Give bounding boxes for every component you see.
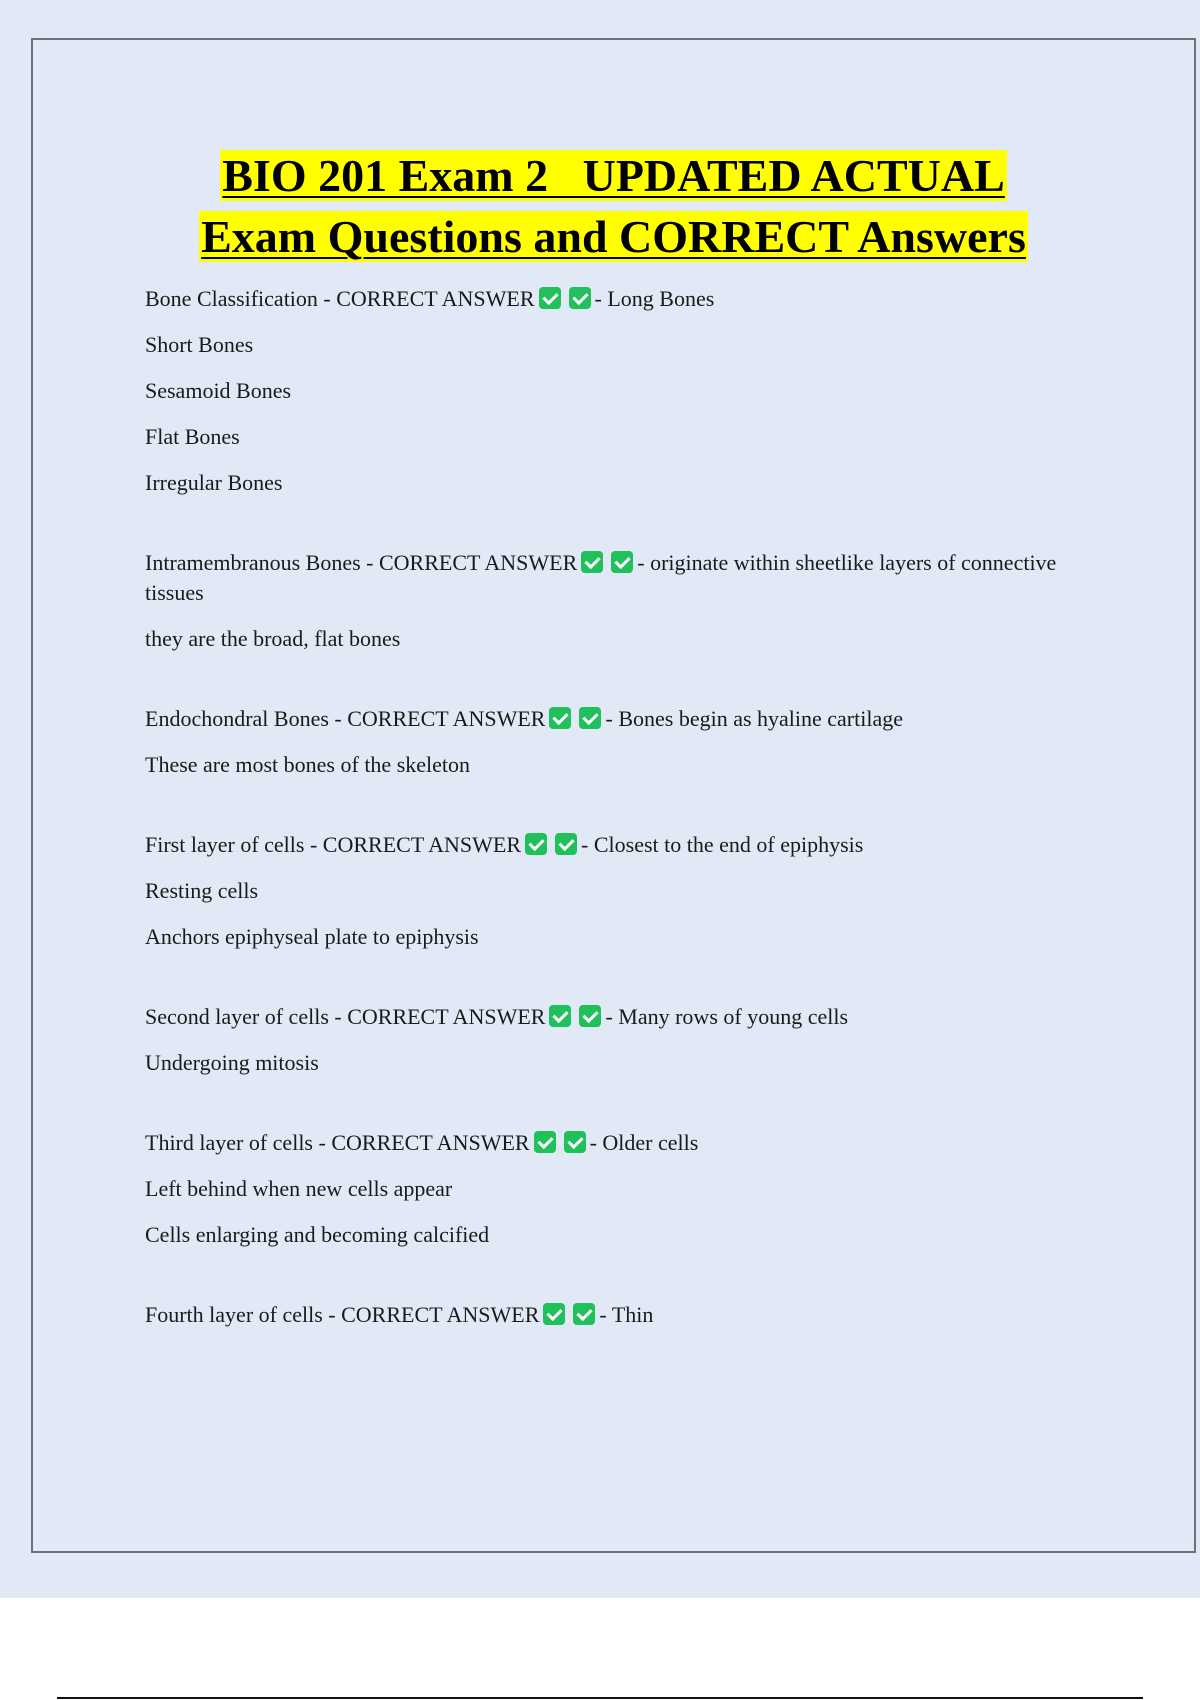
check-mark-icon: [569, 287, 591, 309]
answer-detail-line: Anchors epiphyseal plate to epiphysis: [145, 924, 479, 949]
qa-question-line: Endochondral Bones - CORRECT ANSWER - Bones begin as hyaline cartilage: [145, 706, 903, 731]
question-term: Bone Classification: [145, 286, 318, 311]
qa-question-line: Third layer of cells - CORRECT ANSWER - Older cells: [145, 1130, 699, 1155]
qa-question-line: Second layer of cells - CORRECT ANSWER - Many rows of young cells: [145, 1004, 849, 1029]
check-mark-icon: [539, 287, 561, 309]
answer-text: Many rows of young cells: [618, 1004, 849, 1029]
correct-answer-label: CORRECT ANSWER: [379, 550, 578, 575]
qa-entry: [145, 548, 1085, 654]
check-mark-icon: [581, 551, 603, 573]
check-mark-icon: [555, 833, 577, 855]
qa-entry: [145, 1128, 1085, 1250]
answer-detail-line: These are most bones of the skeleton: [145, 752, 471, 777]
check-mark-icon: [549, 707, 571, 729]
question-term: Third layer of cells: [145, 1130, 313, 1155]
qa-question-line: Fourth layer of cells - CORRECT ANSWER - Thin: [145, 1302, 654, 1327]
answer-text: Thin: [611, 1302, 654, 1327]
qa-question-line: First layer of cells - CORRECT ANSWER - Closest to the end of epiphysis: [145, 832, 864, 857]
answer-text: Bones begin as hyaline cartilage: [618, 706, 903, 731]
check-mark-icon: [564, 1131, 586, 1153]
title-line-1: BIO 201 Exam 2 UPDATED ACTUAL: [222, 150, 1005, 201]
footer-divider: [57, 1697, 1143, 1699]
correct-answer-label: CORRECT ANSWER: [347, 1004, 546, 1029]
correct-answer-label: CORRECT ANSWER: [331, 1130, 530, 1155]
question-term: Second layer of cells: [145, 1004, 329, 1029]
answer-detail-line: Irregular Bones: [145, 470, 283, 495]
answer-detail-line: Left behind when new cells appear: [145, 1176, 453, 1201]
answer-text: Long Bones: [607, 286, 715, 311]
question-term: Fourth layer of cells: [145, 1302, 323, 1327]
qa-question-line: Intramembranous Bones - CORRECT ANSWER - originate within sheetlike layers of connective tissues: [145, 550, 1057, 605]
answer-text: Closest to the end of epiphysis: [593, 832, 864, 857]
answer-detail-line: Cells enlarging and becoming calcified: [145, 1222, 490, 1247]
answer-text: Older cells: [602, 1130, 699, 1155]
check-mark-icon: [579, 707, 601, 729]
answer-detail-line: they are the broad, flat bones: [145, 626, 401, 651]
correct-answer-label: CORRECT ANSWER: [336, 286, 535, 311]
check-mark-icon: [573, 1303, 595, 1325]
check-mark-icon: [611, 551, 633, 573]
check-mark-icon: [525, 833, 547, 855]
title-line-2: Exam Questions and CORRECT Answers: [201, 211, 1026, 262]
correct-answer-label: CORRECT ANSWER: [341, 1302, 540, 1327]
correct-answer-label: CORRECT ANSWER: [322, 832, 522, 857]
qa-list: [145, 284, 1085, 1330]
qa-entry: [145, 1300, 1085, 1330]
question-term: First layer of cells: [145, 832, 305, 857]
document-title: [31, 145, 1196, 267]
answer-detail-line: Undergoing mitosis: [145, 1050, 319, 1075]
qa-entry: [145, 830, 1085, 952]
qa-entry: [145, 284, 1085, 498]
check-mark-icon: [549, 1005, 571, 1027]
qa-entry: [145, 704, 1085, 780]
correct-answer-label: CORRECT ANSWER: [347, 706, 546, 731]
answer-detail-line: Sesamoid Bones: [145, 378, 292, 403]
answer-detail-line: Short Bones: [145, 332, 254, 357]
check-mark-icon: [543, 1303, 565, 1325]
check-mark-icon: [579, 1005, 601, 1027]
question-term: Intramembranous Bones: [145, 550, 361, 575]
answer-detail-line: Resting cells: [145, 878, 259, 903]
qa-question-line: Bone Classification - CORRECT ANSWER - Long Bones: [145, 286, 715, 311]
answer-text: originate within sheetlike layers of connective tissues: [145, 550, 1057, 605]
answer-detail-line: Flat Bones: [145, 424, 240, 449]
check-mark-icon: [534, 1131, 556, 1153]
question-term: Endochondral Bones: [145, 706, 329, 731]
qa-entry: [145, 1002, 1085, 1078]
